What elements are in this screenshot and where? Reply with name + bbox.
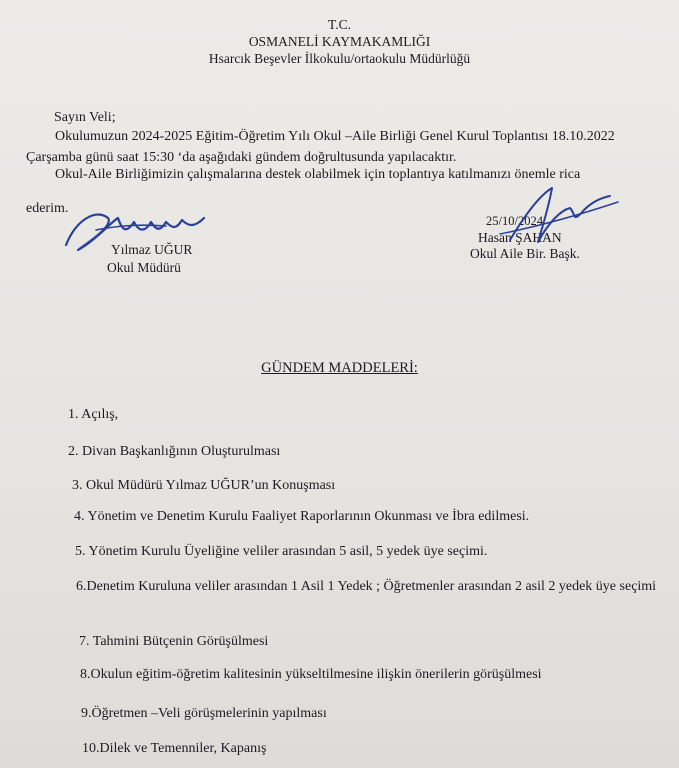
agenda-item: 4. Yönetim ve Denetim Kurulu Faaliyet Raporlarının Okunması ve İbra edilmesi. xyxy=(74,509,530,524)
principal-name: Yılmaz UĞUR xyxy=(111,242,193,257)
header-school: Hsarcık Beşevler İlkokulu/ortaokulu Müdürlüğü xyxy=(208,51,471,66)
agenda-item: 5. Yönetim Kurulu Üyeliğine veliler arasından 5 asil, 5 yedek üye seçimi. xyxy=(75,544,488,559)
letterhead xyxy=(0,16,679,67)
agenda-item: 6.Denetim Kuruluna veliler arasından 1 Asil 1 Yedek ; Öğretmenler arasından 2 asil 2 yedek üye seçimi xyxy=(76,579,657,594)
paragraph-1-line-2: Çarşamba günü saat 15:30 ‘da aşağıdaki gündem doğrultusunda yapılacaktır. xyxy=(26,150,457,165)
agenda-title-text: GÜNDEM MADDELERİ: xyxy=(261,360,418,376)
agenda-item: 9.Öğretmen –Veli görüşmelerinin yapılması xyxy=(81,706,327,721)
header-tc: T.C. xyxy=(328,17,351,32)
agenda-item: 1. Açılış, xyxy=(68,407,119,422)
chairman-title: Okul Aile Bir. Başk. xyxy=(470,246,580,261)
paragraph-1-line-1: Okulumuzun 2024-2025 Eğitim-Öğretim Yılı Okul –Aile Birliği Genel Kurul Toplantısı 18.10.2022 xyxy=(55,129,615,144)
salutation: Sayın Veli; xyxy=(54,110,116,125)
chairman-name: Hasan ŞAHAN xyxy=(478,230,562,245)
signature-date: 25/10/2024 xyxy=(486,214,543,228)
paragraph-2-line-1: Okul-Aile Birliğimizin çalışmalarına destek olabilmek için toplantıya katılmanızı önemle rica xyxy=(55,167,581,182)
header-district: OSMANELİ KAYMAKAMLIĞI xyxy=(248,34,431,49)
agenda-item: 8.Okulun eğitim-öğretim kalitesinin yükseltilmesine ilişkin önerilerin görüşülmesi xyxy=(80,667,542,682)
chairman-signature xyxy=(480,180,630,250)
principal-title: Okul Müdürü xyxy=(107,260,181,275)
agenda-title xyxy=(0,360,679,377)
agenda-item: 7. Tahmini Bütçenin Görüşülmesi xyxy=(79,634,269,649)
agenda-item: 10.Dilek ve Temenniler, Kapanış xyxy=(82,741,267,756)
agenda-item: 3. Okul Müdürü Yılmaz UĞUR’un Konuşması xyxy=(72,478,336,493)
agenda-item: 2. Divan Başkanlığının Oluşturulması xyxy=(68,444,281,459)
paragraph-2-line-2: ederim. xyxy=(26,201,69,216)
